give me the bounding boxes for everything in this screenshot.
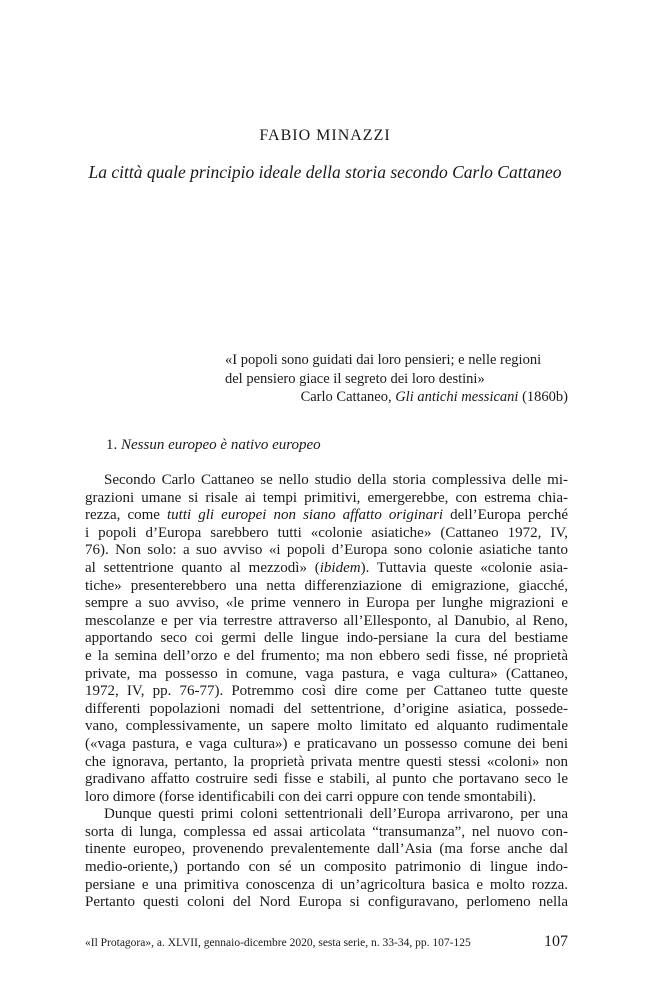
journal-citation: «Il Protagora», a. XLVII, gennaio-dicembre 2020, sesta serie, n. 33-34, pp. 107-125 bbox=[85, 937, 471, 949]
body-line: sorta di lunga, complessa ed assai articolata “transumanza”, nel nuovo con- bbox=[85, 823, 568, 840]
body-line: tiche» presenterebbero una netta differenziazione di emigrazione, giacché, bbox=[85, 577, 568, 594]
body-line: persiane e una primitiva conoscenza di un’agricoltura basica e molto rozza. bbox=[85, 876, 568, 893]
text-run: dell’Europa perché bbox=[443, 507, 568, 524]
body-line: e la semina dell’orzo e del frumento; ma non ebbero sedi fisse, né proprietà bbox=[85, 647, 568, 664]
body-line: Pertanto questi coloni del Nord Europa si configuravano, perlomeno nella bbox=[85, 894, 568, 911]
emphasis: tutti gli europei non siano affatto originari bbox=[167, 507, 444, 524]
body-line: tinente europeo, provenendo prevalentemente dall’Asia (ma forse anche dal bbox=[85, 841, 568, 858]
epigraph bbox=[225, 351, 568, 407]
author-name: FABIO MINAZZI bbox=[259, 127, 391, 144]
body-line: vano, complessivamente, un sapere molto limitato ed alquanto rudimentale bbox=[85, 718, 568, 735]
body-line: gradivano affatto costruire sedi fisse e stabili, al punto che portavano seco le bbox=[85, 771, 568, 788]
epigraph-attribution bbox=[225, 388, 568, 407]
body-line: medio-oriente,) portando con sé un composito patrimonio di lingue indo- bbox=[85, 859, 568, 876]
body-line: Secondo Carlo Cattaneo se nello studio della storia complessiva delle mi- bbox=[104, 472, 568, 488]
attribution-year: (1860b) bbox=[518, 389, 568, 405]
body-line bbox=[85, 507, 568, 525]
body-line: sempre a suo avviso, «le prime vennero in Europa per lunghe migrazioni e bbox=[85, 595, 568, 612]
text-run: al settentrione quanto al mezzodì» ( bbox=[85, 559, 320, 576]
body-line bbox=[85, 560, 568, 578]
body-line: loro dimore (forse identificabili con dei carri oppure con tende smontabili). bbox=[85, 788, 537, 805]
body-line: grazioni umane si risale ai tempi primitivi, emergerebbe, con estrema chia- bbox=[85, 489, 568, 506]
section-heading bbox=[106, 437, 321, 454]
body-line: («vaga pastura, e vaga cultura») e praticavano un possesso comune dei beni bbox=[85, 735, 568, 752]
body-line: 1972, IV, pp. 76-77). Potremmo così dire come per Cattaneo tutte queste bbox=[85, 683, 568, 700]
body-line: private, ma possesso in comune, vaga pastura, e vaga cultura» (Cattaneo, bbox=[85, 665, 568, 682]
section-number: 1. bbox=[106, 437, 121, 453]
page-number: 107 bbox=[544, 933, 568, 950]
text-run: rezza, come bbox=[85, 507, 168, 524]
body-line: i popoli d’Europa sarebbero tutti «colonie asiatiche» (Cattaneo 1972, IV, bbox=[85, 524, 568, 541]
attribution-author: Carlo Cattaneo, bbox=[300, 389, 396, 405]
body-line: 76). Non solo: a suo avviso «i popoli d’Europa sono colonie asiatiche tanto bbox=[85, 542, 568, 559]
attribution-work: Gli antichi messicani bbox=[395, 389, 519, 405]
body-line: che ignorava, pertanto, la proprietà privata mentre questi stessi «coloni» non bbox=[85, 753, 568, 770]
body-line: mescolanze e per via terrestre attraverso all’Ellesponto, al Danubio, al Reno, bbox=[85, 612, 568, 629]
body-line: Dunque questi primi coloni settentrionali dell’Europa arrivarono, per una bbox=[104, 806, 568, 823]
article-title: La città quale principio ideale della storia secondo Carlo Cattaneo bbox=[88, 162, 562, 182]
body-line: differenti popolazioni nomadi del settentrione, d’origine asiatica, possede- bbox=[85, 700, 568, 717]
body-line: apportando seco coi germi delle lingue indo-persiane la cura del bestiame bbox=[85, 630, 568, 647]
body-text bbox=[85, 472, 568, 912]
epigraph-line: «I popoli sono guidati dai loro pensieri; e nelle regioni bbox=[225, 352, 542, 368]
section-title: Nessun europeo è nativo europeo bbox=[121, 437, 321, 453]
epigraph-line: del pensiero giace il segreto dei loro destini» bbox=[225, 370, 485, 387]
emphasis: ibidem bbox=[319, 559, 361, 576]
text-run: ). Tuttavia queste «colonie asia- bbox=[360, 559, 568, 576]
